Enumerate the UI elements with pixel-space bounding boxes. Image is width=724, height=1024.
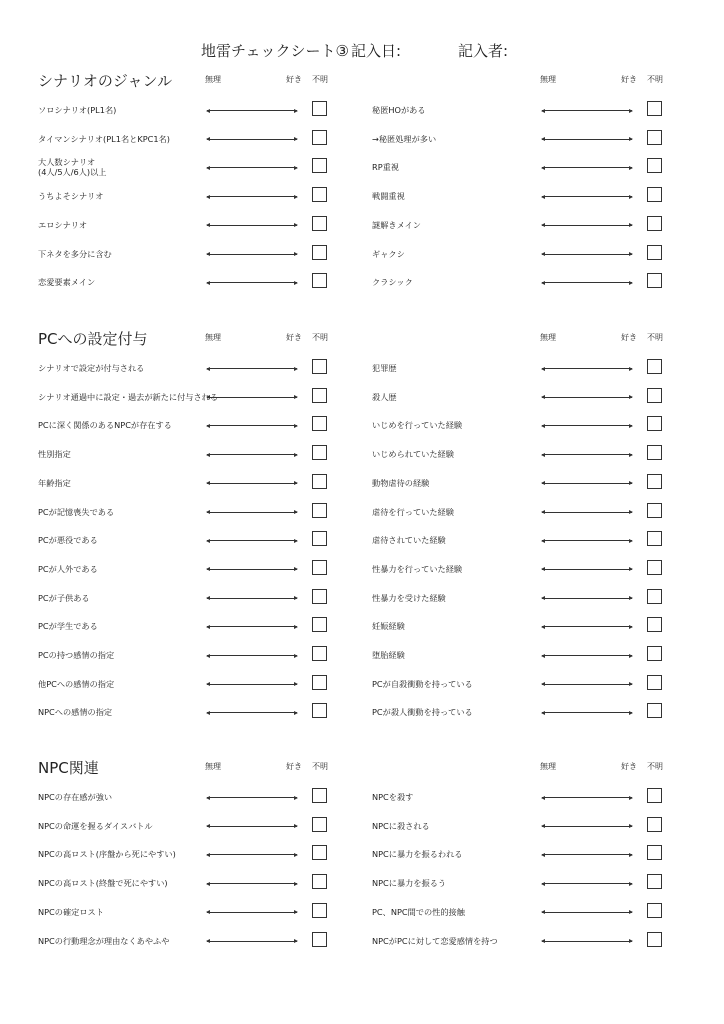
check-row xyxy=(0,902,724,922)
preference-scale-arrow[interactable] xyxy=(542,826,632,827)
item-label: PCに深く関係のあるNPCが存在する xyxy=(38,420,172,431)
header-impossible: 無理 xyxy=(540,333,556,342)
header-unknown: 不明 xyxy=(312,75,328,84)
preference-scale-arrow[interactable] xyxy=(542,225,632,226)
section-title: NPC関連 xyxy=(38,759,99,777)
unknown-checkbox[interactable] xyxy=(647,445,662,460)
header-like: 好き xyxy=(621,333,637,342)
check-row xyxy=(0,616,724,636)
preference-scale-arrow[interactable] xyxy=(542,196,632,197)
item-label: PCが人外である xyxy=(38,563,98,574)
check-row xyxy=(0,215,724,235)
item-label: →秘匿処理が多い xyxy=(372,133,437,144)
check-row xyxy=(0,674,724,694)
preference-scale-arrow[interactable] xyxy=(542,912,632,913)
unknown-checkbox[interactable] xyxy=(647,646,662,661)
preference-scale-arrow[interactable] xyxy=(542,540,632,541)
item-label: NPCを殺す xyxy=(372,792,414,802)
item-label: 犯罪歴 xyxy=(372,363,397,373)
sheet-title: 地雷チェックシート③ xyxy=(201,42,349,60)
check-row xyxy=(0,530,724,550)
preference-scale-arrow[interactable] xyxy=(542,626,632,627)
item-label: 恋愛要素メイン xyxy=(38,277,96,288)
section-3 xyxy=(0,757,724,959)
header-impossible: 無理 xyxy=(540,75,556,84)
item-label: 年齢指定 xyxy=(38,477,71,488)
item-label: 虐待を行っていた経験 xyxy=(372,506,454,517)
check-row xyxy=(0,444,724,464)
item-label: NPCに暴力を振るう xyxy=(372,878,447,889)
unknown-checkbox[interactable] xyxy=(647,817,662,832)
unknown-checkbox[interactable] xyxy=(647,932,662,947)
unknown-checkbox[interactable] xyxy=(647,589,662,604)
unknown-checkbox[interactable] xyxy=(647,359,662,374)
preference-scale-arrow[interactable] xyxy=(542,397,632,398)
check-row xyxy=(0,873,724,893)
unknown-checkbox[interactable] xyxy=(647,531,662,546)
unknown-checkbox[interactable] xyxy=(647,474,662,489)
unknown-checkbox[interactable] xyxy=(647,216,662,231)
item-label: RP重視 xyxy=(372,162,400,173)
header-impossible: 無理 xyxy=(205,75,221,84)
preference-scale-arrow[interactable] xyxy=(542,110,632,111)
unknown-checkbox[interactable] xyxy=(647,617,662,632)
check-row xyxy=(0,358,724,378)
preference-scale-arrow[interactable] xyxy=(542,454,632,455)
author-label: 記入者: xyxy=(458,42,509,60)
unknown-checkbox[interactable] xyxy=(647,273,662,288)
section-1 xyxy=(0,70,724,301)
check-row xyxy=(0,844,724,864)
check-row xyxy=(0,702,724,722)
item-label: PCの持つ感情の指定 xyxy=(38,650,115,660)
check-row xyxy=(0,931,724,951)
item-label: NPCの命運を握るダイスバトル xyxy=(38,820,153,831)
check-row xyxy=(0,502,724,522)
item-label: NPCの存在感が強い xyxy=(38,792,113,802)
header-like: 好き xyxy=(621,75,637,84)
unknown-checkbox[interactable] xyxy=(647,158,662,173)
unknown-checkbox[interactable] xyxy=(647,101,662,116)
check-row xyxy=(0,100,724,120)
preference-scale-arrow[interactable] xyxy=(542,569,632,570)
item-label: クラシック xyxy=(372,277,413,288)
unknown-checkbox[interactable] xyxy=(647,245,662,260)
item-label: 虐待されていた経験 xyxy=(372,535,446,546)
item-label: NPCの高ロスト(序盤から死にやすい) xyxy=(38,849,176,860)
item-label: PC、NPC間での性的接触 xyxy=(372,906,465,917)
preference-scale-arrow[interactable] xyxy=(542,368,632,369)
item-label: 下ネタを多分に含む xyxy=(38,248,112,259)
preference-scale-arrow[interactable] xyxy=(542,712,632,713)
header-like: 好き xyxy=(286,75,302,84)
check-row xyxy=(0,559,724,579)
unknown-checkbox[interactable] xyxy=(647,903,662,918)
item-label: 秘匿HOがある xyxy=(372,105,426,115)
unknown-checkbox[interactable] xyxy=(647,560,662,575)
unknown-checkbox[interactable] xyxy=(647,675,662,690)
preference-scale-arrow[interactable] xyxy=(542,483,632,484)
preference-scale-arrow[interactable] xyxy=(542,797,632,798)
item-label: 妊娠経験 xyxy=(372,621,405,632)
item-label: NPCの高ロスト(終盤で死にやすい) xyxy=(38,878,168,889)
item-label: 性暴力を行っていた経験 xyxy=(372,563,463,574)
preference-scale-arrow[interactable] xyxy=(542,254,632,255)
check-row xyxy=(0,157,724,177)
item-label: シナリオで設定が付与される xyxy=(38,363,145,373)
item-label: NPCに暴力を振るわれる xyxy=(372,849,463,860)
item-label: ギャクシ xyxy=(372,248,405,259)
item-label: NPCの行動理念が理由なくあやふや xyxy=(38,935,170,946)
item-label: 謎解きメイン xyxy=(372,219,421,230)
header-unknown: 不明 xyxy=(312,333,328,342)
check-row xyxy=(0,272,724,292)
check-row xyxy=(0,645,724,665)
item-label: NPCに殺される xyxy=(372,820,430,831)
header-like: 好き xyxy=(286,333,302,342)
check-row xyxy=(0,473,724,493)
check-row xyxy=(0,244,724,264)
preference-scale-arrow[interactable] xyxy=(542,425,632,426)
preference-scale-arrow[interactable] xyxy=(542,512,632,513)
check-row xyxy=(0,129,724,149)
check-row xyxy=(0,816,724,836)
item-label: PCが殺人衝動を持っている xyxy=(372,707,473,718)
item-label: 堕胎経験 xyxy=(372,650,405,660)
unknown-checkbox[interactable] xyxy=(647,845,662,860)
header-like: 好き xyxy=(621,762,637,771)
header-impossible: 無理 xyxy=(540,762,556,771)
check-row xyxy=(0,787,724,807)
item-label: NPCがPCに対して恋愛感情を持つ xyxy=(372,935,498,946)
item-label: ソロシナリオ(PL1名) xyxy=(38,105,117,115)
item-label: PCが子供ある xyxy=(38,592,90,603)
item-label: PCが記憶喪失である xyxy=(38,506,115,517)
check-row xyxy=(0,387,724,407)
sheet-header xyxy=(0,40,724,62)
preference-scale-arrow[interactable] xyxy=(542,598,632,599)
check-row xyxy=(0,588,724,608)
item-label: PCが悪役である xyxy=(38,535,98,546)
unknown-checkbox[interactable] xyxy=(647,130,662,145)
unknown-checkbox[interactable] xyxy=(647,416,662,431)
header-unknown: 不明 xyxy=(647,75,663,84)
preference-scale-arrow[interactable] xyxy=(542,167,632,168)
header-unknown: 不明 xyxy=(647,762,663,771)
header-unknown: 不明 xyxy=(312,762,328,771)
preference-scale-arrow[interactable] xyxy=(542,883,632,884)
section-title: PCへの設定付与 xyxy=(38,330,148,348)
section-2 xyxy=(0,328,724,731)
item-label: タイマンシナリオ(PL1名とKPC1名) xyxy=(38,133,170,144)
item-label: PCが自殺衝動を持っている xyxy=(372,678,473,689)
header-impossible: 無理 xyxy=(205,333,221,342)
section-title: シナリオのジャンル xyxy=(38,72,173,90)
item-label: エロシナリオ xyxy=(38,219,88,230)
unknown-checkbox[interactable] xyxy=(647,388,662,403)
header-like: 好き xyxy=(286,762,302,771)
item-label: 殺人歴 xyxy=(372,391,397,402)
item-label: 他PCへの感情の指定 xyxy=(38,678,115,689)
item-label: うちよそシナリオ xyxy=(38,191,104,202)
unknown-checkbox[interactable] xyxy=(647,874,662,889)
header-unknown: 不明 xyxy=(647,333,663,342)
unknown-checkbox[interactable] xyxy=(647,788,662,803)
preference-scale-arrow[interactable] xyxy=(542,282,632,283)
item-label: いじめを行っていた経験 xyxy=(372,420,463,431)
preference-scale-arrow[interactable] xyxy=(542,854,632,855)
item-label: 動物虐待の経験 xyxy=(372,477,430,488)
header-impossible: 無理 xyxy=(205,762,221,771)
date-label: 記入日: xyxy=(351,42,402,60)
preference-scale-arrow[interactable] xyxy=(542,941,632,942)
unknown-checkbox[interactable] xyxy=(647,703,662,718)
item-label: NPCの確定ロスト xyxy=(38,906,104,917)
item-label: 戦闘重視 xyxy=(372,191,405,202)
item-label: 性暴力を受けた経験 xyxy=(372,592,446,603)
unknown-checkbox[interactable] xyxy=(647,503,662,518)
item-label: シナリオ通過中に設定・過去が新たに付与される xyxy=(38,391,219,402)
item-label: NPCへの感情の指定 xyxy=(38,707,113,718)
check-row xyxy=(0,415,724,435)
item-label: 性別指定 xyxy=(38,449,71,460)
item-label: 大人数シナリオ (4人/5人/6人)以上 xyxy=(38,157,107,178)
item-label: いじめられていた経験 xyxy=(372,449,454,460)
preference-scale-arrow[interactable] xyxy=(542,684,632,685)
check-row xyxy=(0,186,724,206)
preference-scale-arrow[interactable] xyxy=(542,655,632,656)
unknown-checkbox[interactable] xyxy=(647,187,662,202)
preference-scale-arrow[interactable] xyxy=(542,139,632,140)
item-label: PCが学生である xyxy=(38,621,98,632)
